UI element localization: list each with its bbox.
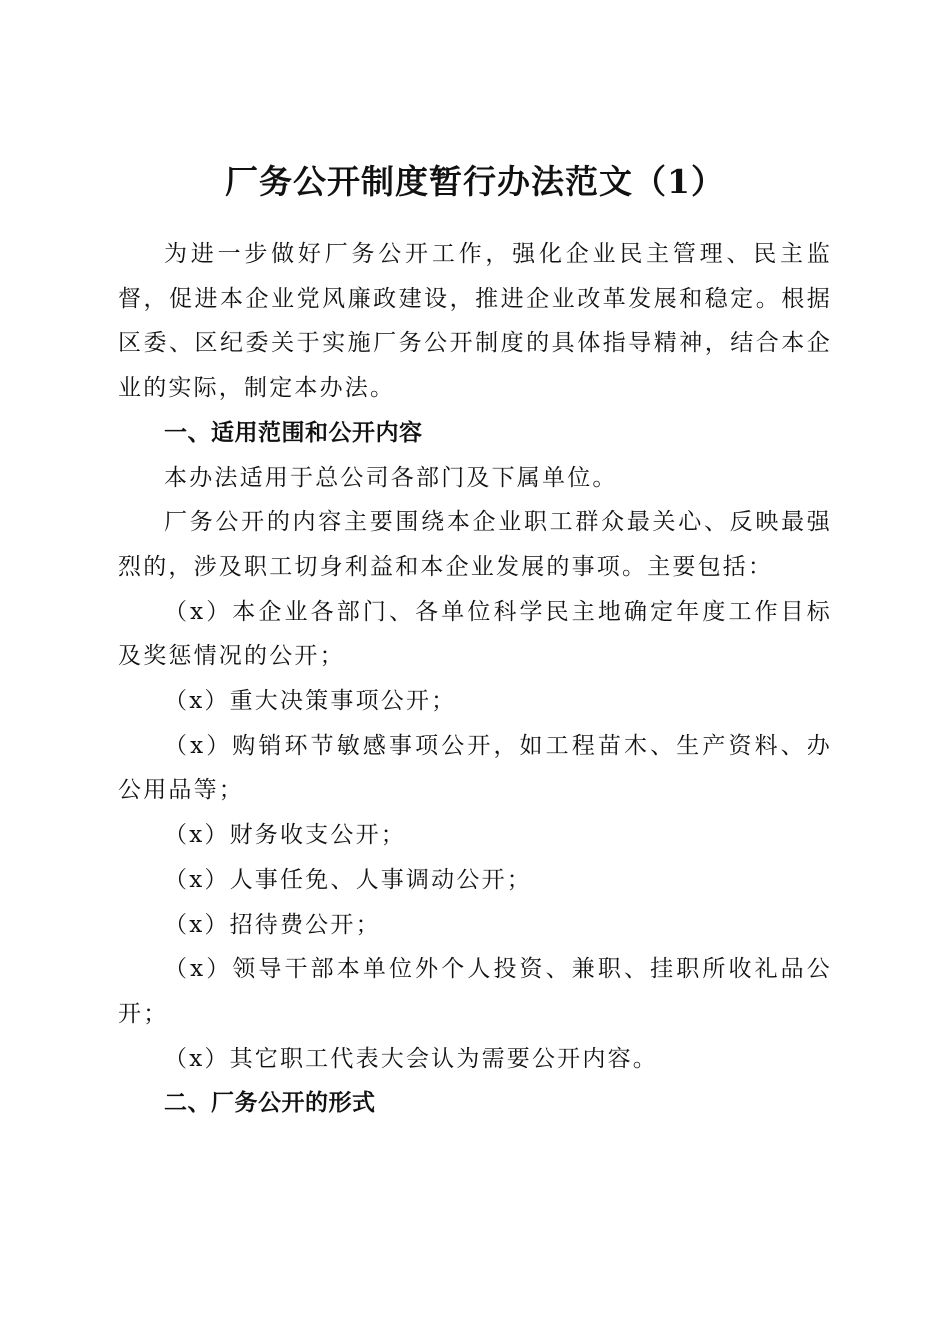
scope-paragraph: 本办法适用于总公司各部门及下属单位。 [164, 464, 618, 491]
list-item: （x）购销环节敏感事项公开，如工程苗木、生产资料、办公用品等； [118, 732, 832, 804]
section-heading-1: 一、适用范围和公开内容 [164, 419, 423, 446]
content-paragraph: 厂务公开的内容主要围绕本企业职工群众最关心、反映最强烈的，涉及职工切身利益和本企业发展的事项。主要包括： [118, 509, 832, 580]
list-item: （x）领导干部本单位外个人投资、兼职、挂职所收礼品公开； [118, 956, 832, 1027]
list-item: （x）财务收支公开； [164, 822, 406, 849]
document-body [118, 232, 832, 1126]
document-title: 厂务公开制度暂行办法范文（1） [225, 162, 725, 202]
list-item: （x）重大决策事项公开； [164, 688, 457, 715]
list-item: （x）其它职工代表大会认为需要公开内容。 [164, 1045, 658, 1072]
list-item: （x）本企业各部门、各单位科学民主地确定年度工作目标及奖惩情况的公开； [118, 598, 832, 670]
intro-paragraph: 为进一步做好厂务公开工作，强化企业民主管理、民主监督，促进本企业党风廉政建设，推进企业改革发展和稳定。根据区委、区纪委关于实施厂务公开制度的具体指导精神，结合本企业的实际，制定本办法。 [118, 241, 832, 402]
list-item: （x）招待费公开； [164, 911, 381, 938]
section-heading-2: 二、厂务公开的形式 [164, 1090, 376, 1117]
list-item: （x）人事任免、人事调动公开； [164, 866, 532, 893]
